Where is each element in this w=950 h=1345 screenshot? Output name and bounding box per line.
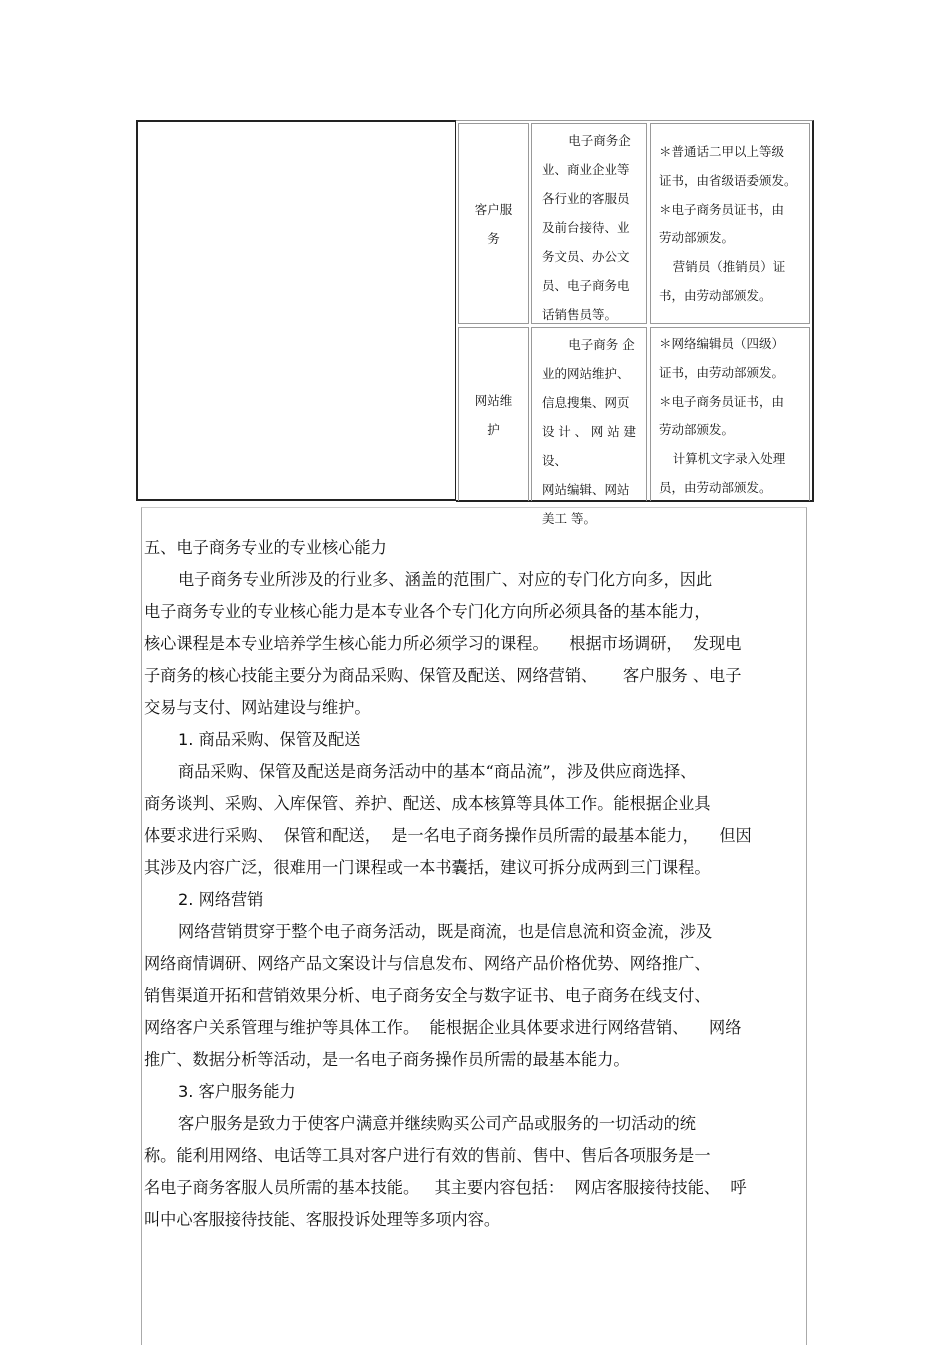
category-line: 务	[487, 230, 500, 246]
category-line: 护	[487, 421, 500, 437]
cert-line: 计算机文字录入处理	[672, 451, 786, 467]
cert-cell-customer-service	[650, 123, 810, 324]
paragraph-line: 交易与支付、网站建设与维护。	[144, 698, 371, 717]
cert-line: 书，由劳动部颁发。	[659, 287, 772, 303]
paragraph-line: 客户服务是致力于使客户满意并继续购买公司产品或服务的一切活动的统	[178, 1114, 696, 1133]
cert-line: 员，由劳动部颁发。	[659, 479, 772, 495]
subsection-title: 2. 网络营销	[178, 890, 264, 909]
subsection-title: 1. 商品采购、保管及配送	[178, 730, 361, 749]
description-line: 美工 等。	[542, 511, 596, 526]
paragraph-line: 子商务的核心技能主要分为商品采购、保管及配送、网络营销、 客户服务 、电子	[144, 666, 742, 685]
description-line: 各行业的客服员	[542, 191, 630, 206]
paragraph-line: 称。能利用网络、电话等工具对客户进行有效的售前、售中、售后各项服务是一	[144, 1146, 711, 1165]
description-line: 业的网站维护、	[542, 366, 630, 381]
paragraph-line: 销售渠道开拓和营销效果分析、电子商务安全与数字证书、电子商务在线支付、	[144, 986, 711, 1005]
paragraph-line: 电子商务专业所涉及的行业多、涵盖的范围广、对应的专门化方向多，因此	[178, 570, 713, 589]
cert-line: ＊普通话二甲以上等级	[659, 144, 785, 159]
description-line: 员、电子商务电	[542, 278, 630, 293]
description-line: 电子商务 企	[568, 337, 635, 352]
table-right-block	[456, 120, 814, 526]
cert-line: ＊电子商务员证书，由	[659, 201, 785, 217]
description-line: 网站编辑、网站	[542, 482, 630, 497]
paragraph-line: 电子商务专业的专业核心能力是本专业各个专门化方向所必须具备的基本能力，	[144, 602, 711, 621]
cert-line: ＊网络编辑员（四级）	[659, 336, 785, 351]
description-line: 信息搜集、网页	[542, 395, 630, 410]
description-line: 业、商业企业等	[542, 162, 630, 177]
paragraph-line: 商品采购、保管及配送是商务活动中的基本“商品流”，涉及供应商选择、	[178, 762, 697, 781]
paragraph-line: 名电子商务客服人员所需的基本技能。 其主要内容包括： 网店客服接待技能、 呼	[144, 1178, 747, 1197]
table-empty-cell	[136, 120, 456, 501]
category-line: 客户服	[474, 201, 513, 217]
subsection-title: 3. 客户服务能力	[178, 1082, 296, 1101]
cert-line: ＊电子商务员证书，由	[659, 393, 785, 409]
category-cell-website-maintenance	[458, 327, 529, 501]
paragraph-line: 其涉及内容广泛，很难用一门课程或一本书囊括，建议可拆分成两到三门课程。	[144, 858, 711, 877]
category-line: 网站维	[474, 392, 513, 408]
description-line: 及前台接待、业	[542, 220, 630, 235]
description-cell-website-maintenance	[531, 327, 647, 526]
cert-line: 劳动部颁发。	[659, 230, 735, 246]
description-line: 务文员、办公文	[542, 249, 630, 264]
cert-line: 证书，由劳动部颁发。	[659, 364, 785, 380]
cert-line: 证书，由省级语委颁发。	[659, 172, 797, 188]
paragraph-line: 网络商情调研、网络产品文案设计与信息发布、网络产品价格优势、网络推广、	[144, 954, 711, 973]
category-cell-customer-service	[458, 123, 529, 324]
section-title: 五、电子商务专业的专业核心能力	[144, 538, 387, 557]
paragraph-line: 推广、数据分析等活动，是一名电子商务操作员所需的最基本能力。	[144, 1050, 630, 1069]
paragraph-line: 叫中心客服接待技能、客服投诉处理等多项内容。	[144, 1210, 501, 1229]
cert-cell-website-maintenance	[650, 327, 810, 501]
paragraph-line: 核心课程是本专业培养学生核心能力所必须学习的课程。 根据市场调研， 发现电	[144, 634, 742, 653]
description-line: 电子商务企	[568, 133, 631, 148]
paragraph-line: 网络营销贯穿于整个电子商务活动，既是商流，也是信息流和资金流，涉及	[178, 922, 713, 941]
cert-line: 劳动部颁发。	[659, 422, 735, 438]
paragraph-line: 网络客户关系管理与维护等具体工作。 能根据企业具体要求进行网络营销、 网络	[144, 1018, 742, 1037]
category-label	[472, 195, 516, 253]
cert-line: 营销员（推销员）证	[672, 259, 786, 275]
description-line: 设计、网站建设、	[542, 424, 636, 468]
paragraph-line: 商务谈判、采购、入库保管、养护、配送、成本核算等具体工作。能根据企业具	[144, 794, 711, 813]
description-line: 话销售员等。	[542, 307, 618, 322]
paragraph-line: 体要求进行采购、 保管和配送， 是一名电子商务操作员所需的最基本能力， 但因	[144, 826, 752, 845]
category-label	[472, 386, 516, 444]
description-cell-customer-service	[531, 123, 647, 324]
